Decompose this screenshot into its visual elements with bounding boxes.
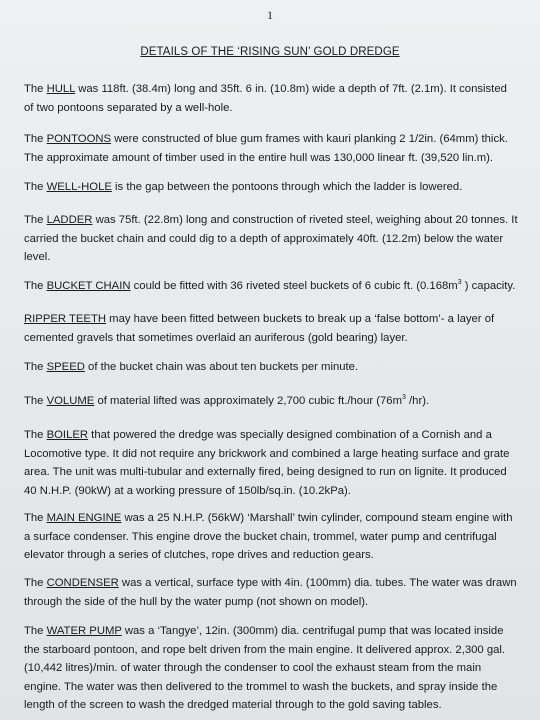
term-ladder: LADDER <box>46 214 93 226</box>
paragraph-lead: The <box>24 133 47 145</box>
paragraph-lead: The <box>24 395 47 407</box>
paragraph-text: that powered the dredge was specially designed combination of a Cornish and a Locomotive type. It did not require any brickwork and combined a large heating surface and grate area. The unit was multi-tubular and externally fired, being designed to run on lignite. It produced 40 N.H.P. (90kW) at a working pressure of 150lb/sq.in. (10.2kPa). <box>24 429 510 497</box>
paragraph-volume <box>24 392 518 411</box>
term-well-hole: WELL-HOLE <box>46 181 112 193</box>
paragraph-well-hole <box>24 178 518 197</box>
paragraph-lead: The <box>24 577 47 589</box>
paragraph-text: was a ‘Tangye’, 12in. (300mm) dia. centrifugal pump that was located inside the starboard pontoon, and rope belt driven from the main engine. It delivered approx. 2,300 gal. (10,442 litres)/min. of water through the condenser to cool the exhaust steam from the main engine. The water was then delivered to the trommel to wash the buckets, and spray inside the length of the screen to wash the dredged material through to the gold saving tables. <box>24 625 506 711</box>
paragraph-lead: The <box>24 361 47 373</box>
term-main-engine: MAIN ENGINE <box>46 512 122 524</box>
paragraph-lead: The <box>24 512 47 524</box>
paragraph-boiler <box>24 426 518 500</box>
paragraph-text: was 75ft. (22.8m) long and construction of riveted steel, weighing about 20 tonnes. It carried the bucket chain and could dig to a depth of approximately 40ft. (12.2m) below the water level. <box>24 214 518 263</box>
paragraph-lead: The <box>24 181 47 193</box>
term-volume: VOLUME <box>46 395 95 407</box>
paragraph-hull <box>24 80 518 117</box>
paragraph-ripper-teeth <box>24 310 518 347</box>
paragraph-text: is the gap between the pontoons through which the ladder is lowered. <box>111 181 463 193</box>
paragraph-lead: The <box>24 83 47 95</box>
paragraph-condenser <box>24 574 518 611</box>
term-boiler: BOILER <box>46 429 89 441</box>
page-number: 1 <box>267 8 273 22</box>
paragraph-lead: The <box>24 625 47 637</box>
document-title: DETAILS OF THE ‘RISING SUN’ GOLD DREDGE <box>140 46 400 58</box>
term-pontoons: PONTOONS <box>46 133 112 145</box>
paragraph-tail: /hr). <box>405 395 430 407</box>
paragraph-tail: ) capacity. <box>461 280 516 292</box>
superscript-cubed: 3 <box>457 279 462 287</box>
paragraph-text: was a vertical, surface type with 4in. (100mm) dia. tubes. The water was drawn through the side of the hull by the water pump (not shown on model). <box>24 577 517 608</box>
term-water-pump: WATER PUMP <box>46 625 122 637</box>
term-speed: SPEED <box>46 361 85 373</box>
paragraph-lead: The <box>24 280 47 292</box>
paragraph-bucket-chain <box>24 277 518 296</box>
paragraph-lead: The <box>24 214 47 226</box>
paragraph-text: of the bucket chain was about ten buckets per minute. <box>84 361 359 373</box>
paragraph-main-engine <box>24 509 518 565</box>
term-bucket-chain: BUCKET CHAIN <box>46 280 131 292</box>
term-hull: HULL <box>46 83 76 95</box>
paragraph-text: were constructed of blue gum frames with kauri planking 2 1/2in. (64mm) thick. The approximate amount of timber used in the entire hull was 130,000 linear ft. (39,520 lin.m). <box>24 133 508 164</box>
paragraph-text: could be fitted with 36 riveted steel buckets of 6 cubic ft. (0.168m <box>130 280 458 292</box>
paragraph-water-pump <box>24 622 518 715</box>
paragraph-text: was a 25 N.H.P. (56kW) ‘Marshall’ twin cylinder, compound steam engine with a surface condenser. This engine drove the bucket chain, trommel, water pump and centrifugal elevator through a series of clutches, rope drives and reduction gears. <box>24 512 513 561</box>
paragraph-pontoons <box>24 130 518 167</box>
paragraph-speed <box>24 358 518 377</box>
paragraph-text: may have been fitted between buckets to break up a ‘false bottom’- a layer of cemented gravels that sometimes overlaid an auriferous (gold bearing) layer. <box>24 313 495 344</box>
superscript-cubed: 3 <box>402 394 406 402</box>
paragraph-text: was 118ft. (38.4m) long and 35ft. 6 in. (10.8m) wide a depth of 7ft. (2.1m). It consisted of two pontoons separated by a well-hole. <box>24 83 507 114</box>
paragraph-text: of material lifted was approximately 2,700 cubic ft./hour (76m <box>94 395 402 407</box>
term-ripper-teeth: RIPPER TEETH <box>24 313 107 325</box>
term-condenser: CONDENSER <box>46 577 119 589</box>
paragraph-lead: The <box>24 429 47 441</box>
paragraph-ladder <box>24 211 518 267</box>
